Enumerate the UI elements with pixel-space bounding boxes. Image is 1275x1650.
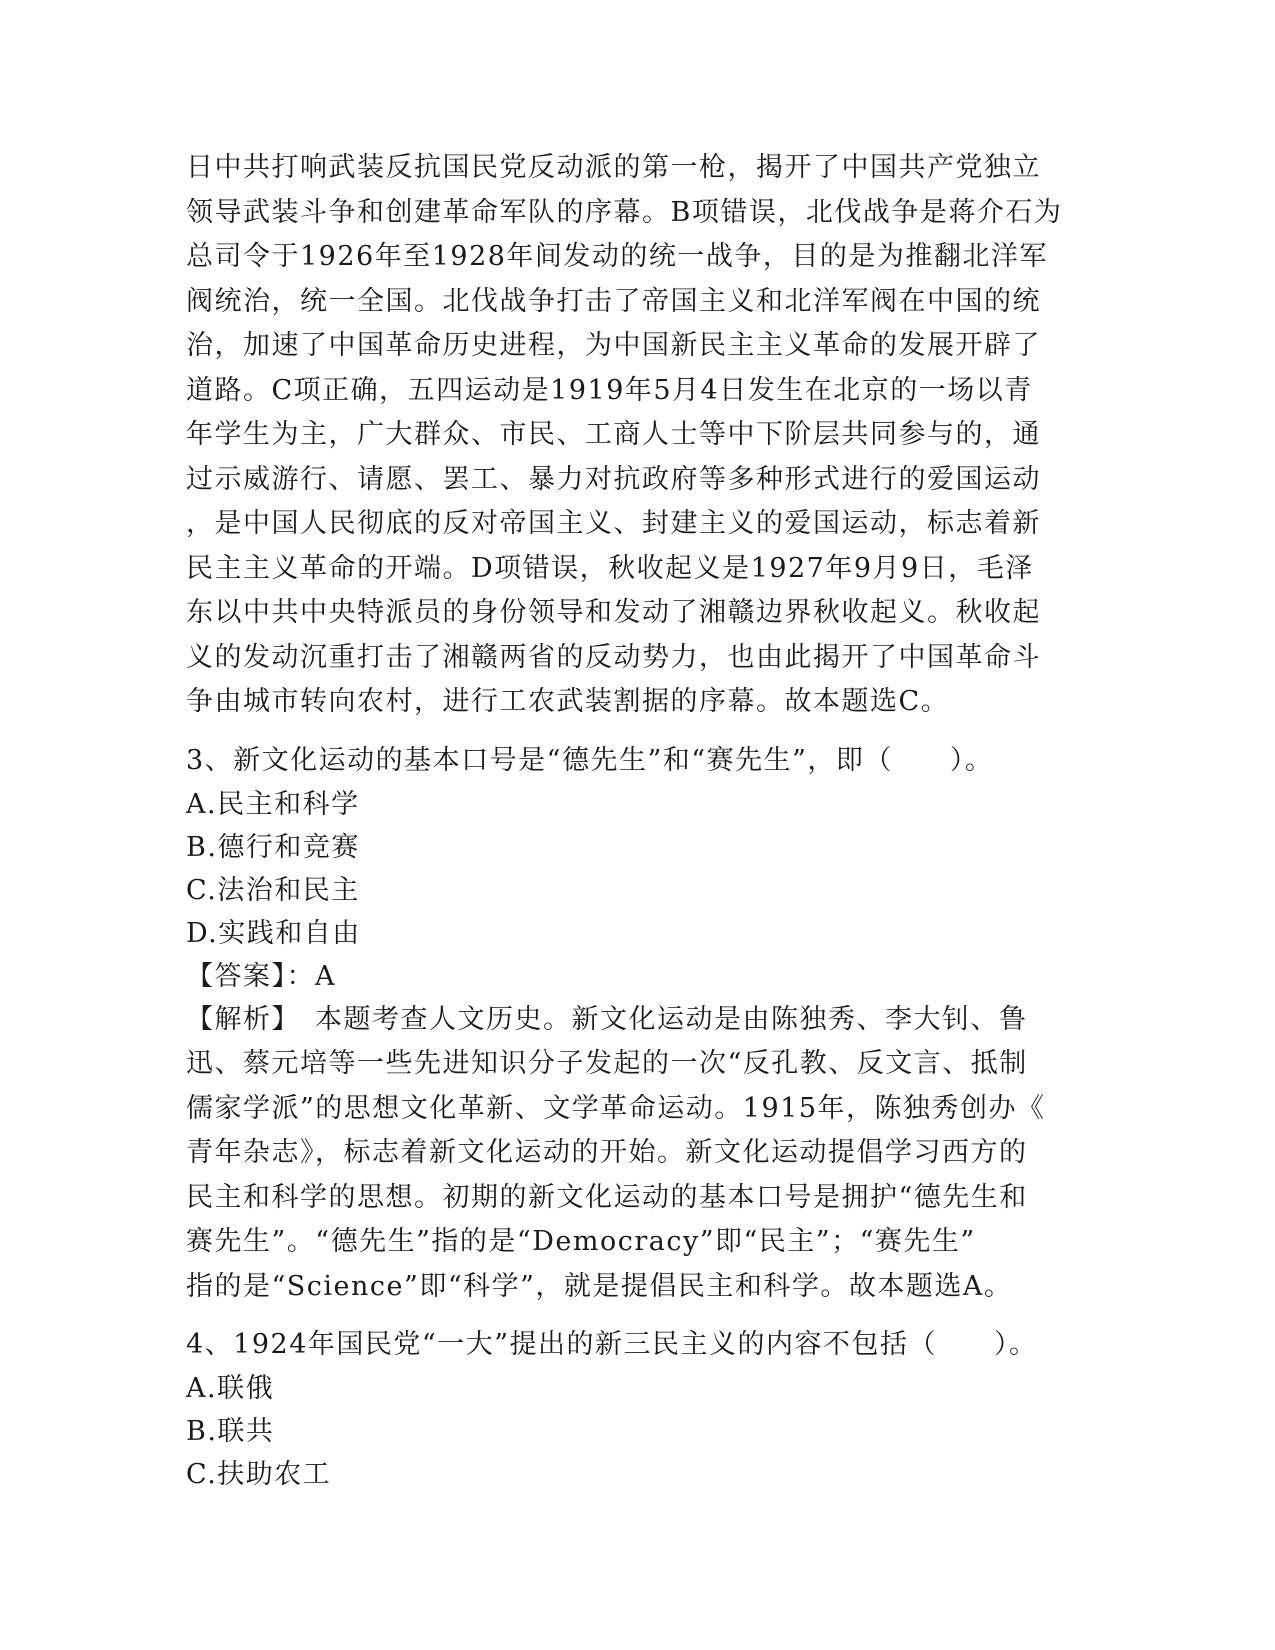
explanation-line: 领导武装斗争和创建革命军队的序幕。B项错误，北伐战争是蒋介石为 [186, 196, 1063, 228]
document-page [186, 146, 1086, 1496]
question-stem: 4、1924年国民党“一大”提出的新三民主义的内容不包括（ ）。 [186, 1329, 1038, 1360]
explanation-line: 赛先生”。“德先生”指的是“Democracy”即“民主”；“赛先生” [186, 1226, 976, 1257]
option-b: B.联共 [186, 1416, 275, 1447]
explanation-line: 指的是“Science”即“科学”，就是提倡民主和科学。故本题选A。 [186, 1270, 1013, 1302]
explanation-line: 治，加速了中国革命历史进程，为中国新民主主义革命的发展开辟了 [186, 330, 1041, 361]
option-d: D.实践和自由 [186, 917, 361, 949]
question-4 [186, 1323, 1086, 1496]
option-a: A.民主和科学 [186, 788, 360, 820]
explanation-line: 义的发动沉重打击了湘赣两省的反动势力，也由此揭开了中国革命斗 [186, 641, 1041, 673]
question-3 [186, 739, 1086, 1310]
explanation-line: 阀统治，统一全国。北伐战争打击了帝国主义和北洋军阀在中国的统 [186, 285, 1041, 317]
explanation-line: 日中共打响武装反抗国民党反动派的第一枪，揭开了中国共产党独立 [186, 152, 1041, 183]
explanation-line: 儒家学派”的思想文化革新、文学革命运动。1915年，陈独秀创办《 [186, 1092, 1046, 1124]
explanation-line: 东以中共中央特派员的身份领导和发动了湘赣边界秋收起义。秋收起 [186, 597, 1041, 628]
explanation-line: ，是中国人民彻底的反对帝国主义、封建主义的爱国运动，标志着新 [186, 508, 1041, 539]
answer-line: 【答案】：A [186, 960, 336, 992]
explanation-line: 争由城市转向农村，进行工农武装割据的序幕。故本题选C。 [186, 686, 950, 717]
option-a: A.联俄 [186, 1373, 275, 1404]
explanation-line: 年学生为主，广大群众、市民、工商人士等中下阶层共同参与的，通 [186, 419, 1041, 450]
question-stem: 3、新文化运动的基本口号是“德先生”和“赛先生”，即（ ）。 [186, 744, 994, 776]
explanation-line: 民主主义革命的开端。D项错误，秋收起义是1927年9月9日，毛泽 [186, 552, 1034, 584]
explanation-line: 过示威游行、请愿、罢工、暴力对抗政府等多种形式进行的爱国运动 [186, 463, 1041, 495]
question3-explanation [186, 998, 1086, 1310]
explanation-line: 总司令于1926年至1928年间发动的统一战争，目的是为推翻北洋军 [186, 241, 1048, 272]
option-c: C.法治和民主 [186, 874, 360, 906]
option-b: B.德行和竞赛 [186, 831, 360, 863]
option-c: C.扶助农工 [186, 1459, 332, 1490]
explanation-line: 道路。C项正确，五四运动是1919年5月4日发生在北京的一场以青 [186, 374, 1033, 406]
question2-explanation [186, 146, 1086, 725]
explanation-line: 【解析】 本题考查人文历史。新文化运动是由陈独秀、李大钊、鲁 [186, 1003, 1028, 1035]
explanation-line: 迅、蔡元培等一些先进知识分子发起的一次“反孔教、反文言、抵制 [186, 1048, 1028, 1079]
explanation-line: 青年杂志》，标志着新文化运动的开始。新文化运动提倡学习西方的 [186, 1137, 1028, 1168]
explanation-line: 民主和科学的思想。初期的新文化运动的基本口号是拥护“德先生和 [186, 1181, 1028, 1213]
